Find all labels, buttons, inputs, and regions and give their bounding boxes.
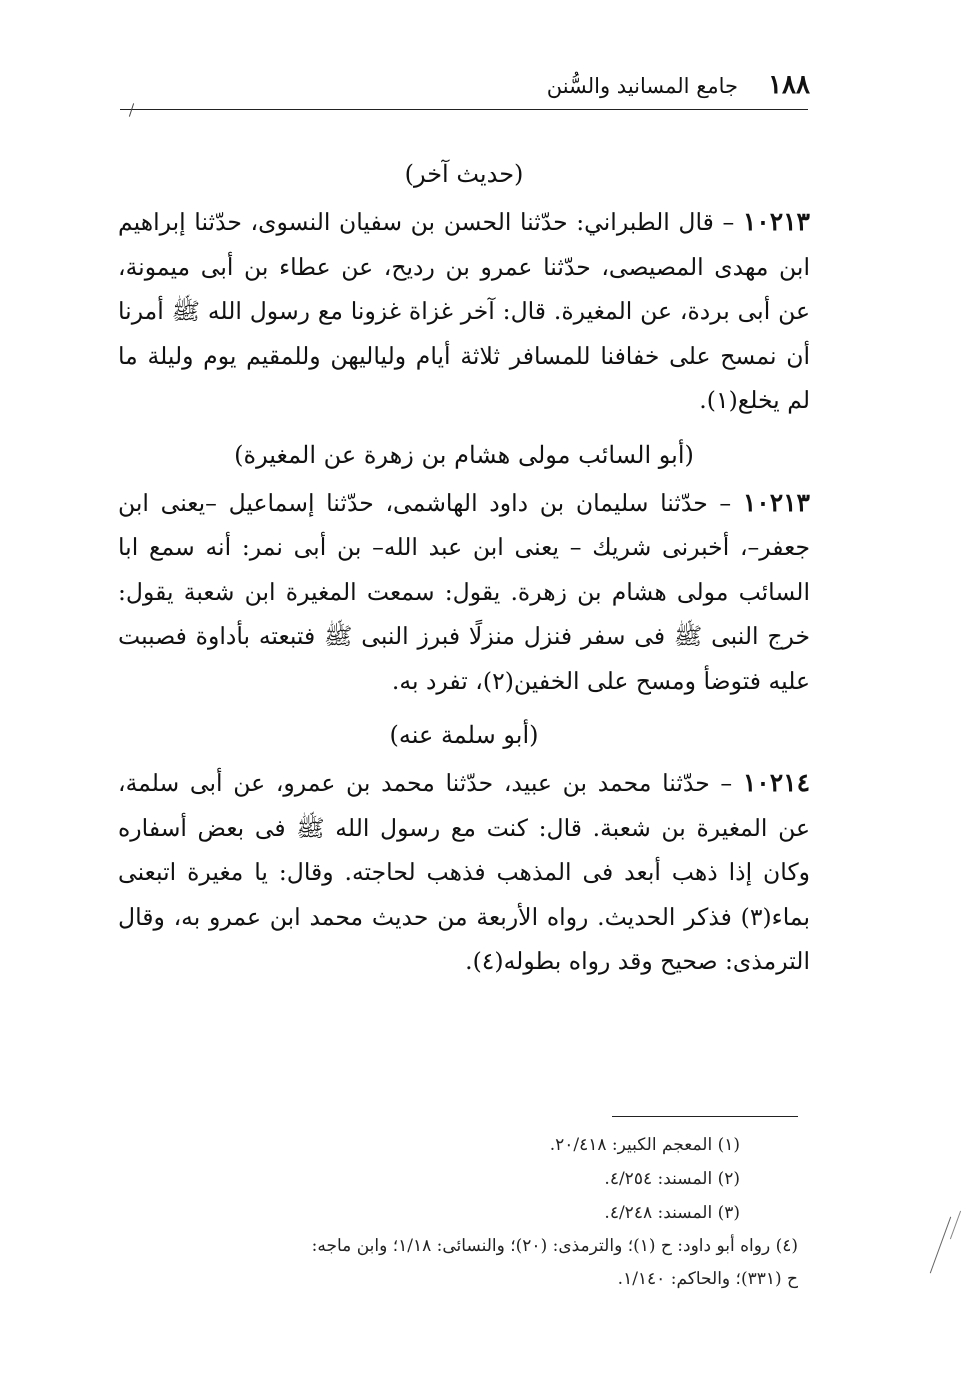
hadith-entry xyxy=(118,200,810,423)
margin-stroke xyxy=(950,1211,961,1240)
hadith-text: – حدّثنا سليمان بن داود الهاشمى، حدّثنا إسماعيل –يعنى ابن جعفر–، أخبرنى شريك – يعنى ابن عبد الله– بن أبى نمر: أنه سمع ابا السائب مولى هشام بن زهرة. يقول: سمعت المغيرة ابن شعبة يقول: خرج النبى ﷺ فى سفر فنزل منزلًا فبرز النبى ﷺ فتبعته بأداوة فصببت عليه فتوضأ ومسح على الخفين(٢)، تفرد به. xyxy=(118,488,810,695)
hadith-number: ١٠٢١٤ xyxy=(742,768,810,797)
hadith-entry xyxy=(118,761,810,984)
footnote: (٣) المسند: ٤/٢٤٨. xyxy=(604,1203,740,1223)
hadith-section xyxy=(118,715,810,984)
margin-stroke xyxy=(930,1217,951,1274)
page-number: ١٨٨ xyxy=(768,70,810,100)
footnote: (٢) المسند: ٤/٢٥٤. xyxy=(604,1169,740,1189)
section-heading: (أبو السائب مولى هشام بن زهرة عن المغيرة) xyxy=(234,440,694,469)
running-title: جامع المسانيد والسُّنن xyxy=(546,74,738,98)
hadith-section xyxy=(118,154,810,423)
section-heading: (حديث آخر) xyxy=(404,160,524,188)
footnote-rule xyxy=(612,1116,798,1117)
main-text xyxy=(118,150,810,984)
hadith-entry xyxy=(118,481,810,704)
header-rule xyxy=(120,109,808,110)
hadith-text: – قال الطبراني: حدّثنا الحسن بن سفيان النسوى، حدّثنا إبراهيم ابن مهدى المصيصى، حدّثنا عمرو بن رديح، عن عطاء بن أبى ميمونة، عن أبى بردة، عن المغيرة. قال: آخر غزاة غزونا مع رسول الله ﷺ أمرنا أن نمسح على خفافنا للمسافر ثلاثة أيام ولياليهن وللمقيم يوم وليلة ما لم يخلع(١). xyxy=(118,208,810,414)
hadith-section xyxy=(118,435,810,704)
footnote: (٤) رواه أبو داود: ح (١)؛ والترمذى: (٢٠)؛ والنسائى: ١/١٨؛ وابن ماجه: xyxy=(311,1236,798,1256)
hadith-number: ١٠٢١٣ xyxy=(742,487,810,517)
hadith-number: ١٠٢١٣ xyxy=(742,207,810,236)
section-heading: (أبو سلمة عنه) xyxy=(389,721,539,749)
footnotes xyxy=(118,1128,798,1296)
footnote: (١) المعجم الكبير: ٢٠/٤١٨. xyxy=(549,1135,740,1155)
page-header xyxy=(120,66,810,106)
footnote-continuation: ح (٣٣١)؛ والحاكم: ١/١٤٠. xyxy=(617,1269,798,1289)
hadith-text: – حدّثنا محمد بن عبيد، حدّثنا محمد بن عمرو، عن أبى سلمة، عن المغيرة بن شعبة. قال: كنت مع رسول الله ﷺ فى بعض أسفاره وكان إذا ذهب أبعد فى المذهب فذهب لحاجته. وقال: يا مغيرة اتبعنى بماء(٣) فذكر الحديث. رواه الأربعة من حديث محمد ابن عمرو به، وقال الترمذى: صحيح وقد رواه بطوله(٤). xyxy=(118,769,810,975)
